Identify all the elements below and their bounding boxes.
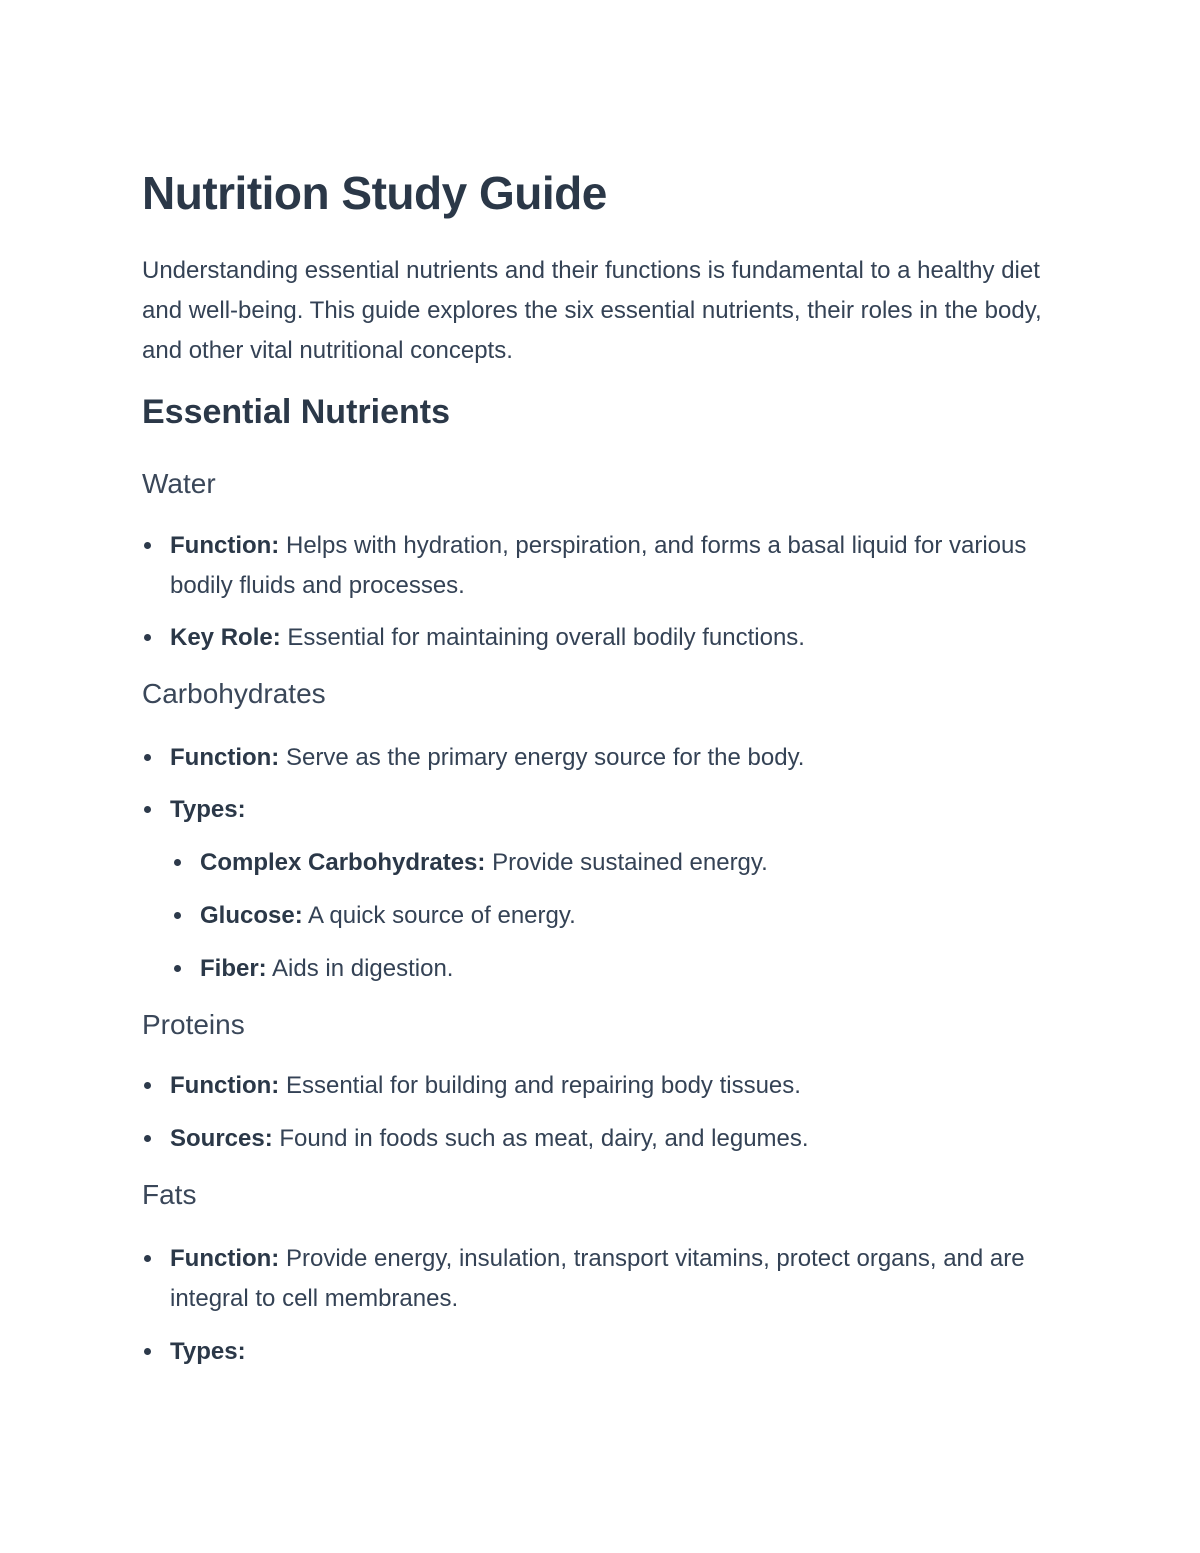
item-label: Fiber:: [200, 955, 267, 982]
bullet-icon: [144, 806, 151, 813]
bullet-icon: [144, 542, 151, 549]
heading-proteins: Proteins: [142, 1009, 245, 1040]
item-label: Glucose:: [200, 902, 303, 929]
section-title-essential-nutrients: Essential Nutrients: [142, 393, 450, 431]
item-label: Types:: [170, 796, 246, 823]
list-item-water-function: [170, 526, 1070, 606]
item-label: Function:: [170, 744, 280, 771]
list-item-fats-function: [170, 1239, 1070, 1319]
intro-paragraph: Understanding essential nutrients and their functions is fundamental to a healthy diet and well-being. This guide explores the six essential nutrients, their roles in the body, and other vital nutritional concepts.: [142, 257, 1042, 364]
document-title: Nutrition Study Guide: [142, 167, 607, 219]
list-item-carbs-types: [170, 790, 1070, 830]
item-label: Function:: [170, 1245, 280, 1272]
bullet-icon: [144, 1348, 151, 1355]
bullet-icon: [144, 634, 151, 641]
bullet-icon: [144, 754, 151, 761]
heading-carbohydrates: Carbohydrates: [142, 678, 326, 709]
list-item-proteins-function: [170, 1066, 1070, 1106]
bullet-icon: [174, 912, 181, 919]
heading-fats: Fats: [142, 1179, 197, 1210]
list-item-proteins-sources: [170, 1119, 1070, 1159]
list-item-carbs-function: [170, 738, 1070, 778]
list-item-water-key-role: [170, 618, 1070, 658]
item-text: Serve as the primary energy source for the body.: [279, 744, 805, 771]
item-label: Complex Carbohydrates:: [200, 849, 486, 876]
item-text: Aids in digestion.: [266, 955, 454, 982]
bullet-icon: [144, 1255, 151, 1262]
item-label: Types:: [170, 1338, 246, 1365]
bullet-icon: [144, 1135, 151, 1142]
bullet-icon: [174, 965, 181, 972]
list-item-complex-carbohydrates: [200, 843, 1070, 883]
bullet-icon: [174, 859, 181, 866]
bullet-icon: [144, 1082, 151, 1089]
item-text: Essential for maintaining overall bodily functions.: [280, 624, 805, 651]
item-text: A quick source of energy.: [302, 902, 576, 929]
heading-water: Water: [142, 468, 216, 499]
list-item-fiber: [200, 949, 1070, 989]
list-item-glucose: [200, 896, 1070, 936]
item-label: Key Role:: [170, 624, 281, 651]
item-text: Essential for building and repairing body tissues.: [279, 1072, 801, 1099]
list-item-fats-types: [170, 1332, 1070, 1372]
item-text: Provide sustained energy.: [485, 849, 768, 876]
item-text: Provide energy, insulation, transport vitamins, protect organs, and are integral to cell membranes.: [170, 1245, 1025, 1312]
item-label: Function:: [170, 1072, 280, 1099]
item-text: Found in foods such as meat, dairy, and legumes.: [272, 1125, 809, 1152]
item-label: Sources:: [170, 1125, 273, 1152]
item-label: Function:: [170, 532, 280, 559]
item-text: Helps with hydration, perspiration, and forms a basal liquid for various bodily fluids and processes.: [170, 532, 1027, 599]
